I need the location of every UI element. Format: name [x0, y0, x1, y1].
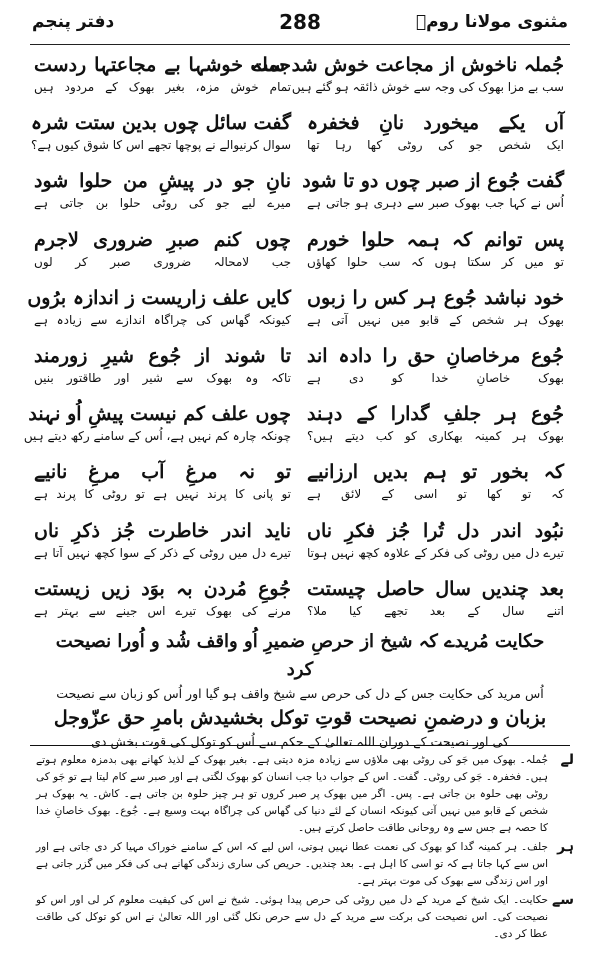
page-number: 288	[279, 10, 321, 34]
verse-cell-right	[299, 401, 572, 459]
verse-row	[26, 459, 572, 517]
verse-cell-right	[299, 285, 572, 343]
verse-text: بعد چندیں سال حاصل چیستت	[307, 577, 564, 600]
verse-translation: بھوک ہر شخص کے قابو میں نہیں آتی ہے	[307, 312, 564, 327]
verse-text: جُوعِ مُردن بہ بوَد زیں زیستت	[34, 577, 291, 600]
verse-text: چوں علف کم نیست پیشِ اُو نہند	[28, 403, 291, 426]
footnote-text: حکایت۔ ایک شیخ کے مرید کے دل میں روٹی کی حرص پیدا ہوئی۔ شیخ نے اس کی کیفیت معلوم کر لی اور اس کو نصیحت کی۔ اس نصیحت کی برکت سے مرید کے دل سے حرص نکل گئی اور اللہ تعالیٰ نے اس کو توکل کی طاقت عطا کر دی۔	[36, 894, 548, 940]
verse-cell-right	[250, 52, 572, 110]
footnote-number: ہر	[557, 839, 574, 855]
verse-cell-left	[26, 285, 299, 343]
verse-translation: بھوک خاصانِ خدا کو دی ہے	[307, 370, 564, 385]
verse-row	[26, 168, 572, 226]
verse-row	[26, 285, 572, 343]
verse-translation: کیونکہ گھاس کی چراگاہ اندازے سے زیادہ ہے	[34, 312, 291, 327]
verse-translation: تو میں کر سکتا ہوں کہ سب حلوا کھاؤں	[307, 254, 564, 269]
footnote-number: سے	[552, 892, 574, 908]
verse-cell-right	[299, 168, 572, 226]
verse-cell-right	[299, 576, 572, 634]
story-heading-translation: اُس مرید کی حکایت جس کے دل کی حرص سے شیخ واقف ہو گیا اور اُس کو زبان سے نصیحت	[56, 686, 544, 701]
verse-cell-left	[26, 518, 299, 576]
verse-translation: بھوک ہر کمینہ بھکاری کو کب دیتے ہیں؟	[307, 429, 564, 444]
verse-translation: تاکہ وہ بھوک سے شیر اور طاقتور بنیں	[34, 370, 291, 385]
verse-text: جُوع ہر جلفِ گدارا کے دہند	[307, 403, 564, 426]
verse-cell-left	[26, 52, 299, 110]
verse-cell-left	[26, 227, 299, 285]
book-title: مثنوی مولانا رومؒ	[415, 12, 568, 32]
footnote-text: جلف۔ ہر کمینہ گدا کو بھوک کی نعمت عطا نہیں ہوتی، اس لیے کہ اس کے سامنے خوراک مہیا کر دی جاتی ہے اور اس سے کہا جاتا ہے کہ تو اسی کا اہل ہے۔ بعد چندیں۔ حریص کی ساری زندگی کھانے ہی کی فکر میں گزر جاتی ہے اور اس زندگی سے بھوک کی موت بہتر ہے۔	[36, 841, 548, 887]
footnote	[36, 752, 576, 837]
verse-row	[26, 343, 572, 401]
verse-text: چوں کنم صبرِ ضروری لاجرم	[34, 228, 291, 251]
verse-text: پس توانم کہ ہمہ حلوا خورم	[307, 228, 564, 251]
footnote-text: جُملہ۔ بھوک میں جَو کی روٹی بھی ملاؤں سے زیادہ مزہ دیتی ہے۔ بغیر بھوک کے لذیذ کھانے بھی بدمزہ معلوم ہوتے ہیں۔ فخفرہ۔ جَو کی روٹی۔ گفت۔ اس کے جواب دیا جب انسان کو بھوک لگتی ہے اور صبر سے کام لیتا ہے تو جَو کی روٹی بھی حلوہ بن جاتی ہے۔ پس۔ اگر میں بھوک پر صبر کروں تو ہر چیز حلوہ بن جاتی ہے۔ کاش۔ یہ بھوک ہر شخص کے قابو میں نہیں آتی کیونکہ انسان کے لئے دنیا کی گھاس کی چراگاہ بہت وسیع ہے۔ جُوع۔ بھوک خاصانِ خدا کا حصہ ہے جس سے وہ روحانی طاقت حاصل کرتے ہیں۔	[36, 754, 548, 834]
verse-row	[26, 110, 572, 168]
verse-translation: اتنے سال کے بعد تجھے کیا ملا؟	[307, 603, 564, 618]
verse-cell-left	[23, 401, 299, 459]
verse-text: گفت جُوع از صبر چوں دو تا شود	[302, 170, 564, 193]
verse-text: کہ بخور تو ہم بدیں ارزانیے	[307, 461, 564, 484]
verse-translation: تو پانی کا پرند نہیں ہے تو روٹی کا پرند ہے	[34, 487, 291, 502]
verse-translation: تیرے دل میں روٹی کے ذکر کے سوا کچھ نہیں آتا ہے	[34, 545, 291, 560]
verse-text: نبُود اندر دل تُرا جُز فکرِ ناں	[307, 519, 564, 542]
verse-translation: سب بے مزا بھوک کی وجہ سے خوش ذائقہ ہو گئے ہیں	[291, 80, 564, 94]
verse-cell-left	[26, 459, 299, 517]
verse-cell-right	[299, 343, 572, 401]
verse-text: کایں علف زاریست ز اندازہ برُوں	[27, 286, 291, 309]
verse-cell-left	[26, 168, 299, 226]
verse-cell-right	[299, 459, 572, 517]
header-rule	[30, 44, 570, 45]
story-heading: حکایت مُریدے کہ شیخ از حرصِ ضمیرِ اُو واقف شُد و اُورا نصیحت کرد	[55, 631, 545, 680]
verse-cell-right	[299, 227, 572, 285]
footnote	[36, 839, 576, 890]
verse-translation: تیرے دل میں روٹی کی فکر کے علاوہ کچھ نہیں ہوتا	[307, 545, 564, 560]
verse-translation: میرے لیے جو کی روٹی حلوا بن جاتی ہے	[34, 196, 291, 211]
section-title: دفتر پنجم	[32, 12, 115, 32]
verse-text: تا شوند از جُوع شیرِ زورمند	[34, 344, 291, 367]
verse-row	[26, 518, 572, 576]
verse-cell-right	[299, 110, 572, 168]
verse-text: جُملہ ناخوش از مجاعت خوش شد ست	[250, 54, 564, 76]
verse-cell-left	[26, 576, 299, 634]
verse-text: تو نہ مرغِ آب مرغِ نانیے	[34, 461, 291, 484]
verse-translation: کہ تو کھا تو اسی کے لائق ہے	[307, 487, 564, 502]
footnote-rule	[30, 745, 570, 746]
verse-text: نانِ جو در پیشِ من حلوا شود	[34, 170, 291, 193]
footnote-number: لے	[560, 752, 574, 768]
verse-translation: مرنے کی بھوک تیرے اس جینے سے بہتر ہے	[34, 603, 291, 618]
verse-row	[26, 52, 572, 110]
verse-row	[23, 401, 572, 459]
story-verse-translation: کی اور نصیحت کے دوران اللہ تعالیٰ کے حکم سے اُس کو توکل کی قوت بخش دی	[91, 734, 509, 749]
verse-cell-right	[299, 518, 572, 576]
verse-translation: ایک شخص جو کی روٹی کھا رہا تھا	[307, 138, 564, 153]
story-section	[40, 628, 560, 752]
verse-cell-left	[26, 343, 299, 401]
footnote	[36, 892, 576, 943]
verse-text: گفت سائل چوں بدین ستت شرہ	[30, 112, 291, 135]
verse-translation: تمام خوش مزہ، بغیر بھوک کے مردود ہیں	[34, 80, 291, 94]
verse-text: خود نباشد جُوع ہر کس را زبوں	[307, 286, 564, 309]
verse-row	[26, 576, 572, 634]
verse-text: ناید اندر خاطرت جُز ذکرِ ناں	[34, 519, 291, 542]
page-header	[32, 10, 568, 42]
story-verse: بزبان و درضمنِ نصیحت قوتِ توکل بخشیدش بامرِ حق عزّوجل	[53, 707, 547, 729]
verse-cell-left	[26, 110, 299, 168]
verse-grid	[23, 52, 572, 634]
verse-translation: چونکہ چارہ کم نہیں ہے، اُس کے سامنے رکھ دیتے ہیں	[23, 429, 291, 444]
verse-translation: جب لامحالہ ضروری صبر کر لوں	[34, 254, 291, 269]
verse-text: آں یکے میخورد نانِ فخفرہ	[307, 112, 564, 135]
verse-row	[26, 227, 572, 285]
verse-translation: سوال کرنیوالے نے پوچھا تجھے اس کا شوق کیوں ہے؟	[30, 138, 291, 153]
verse-text: جُوع مرخاصانِ حق را دادہ اند	[307, 344, 564, 367]
verse-text: جملہ خوشہا بے مجاعتہا ردست	[34, 54, 291, 76]
footnotes	[36, 752, 576, 945]
verse-translation: اُس نے کہا جب بھوک صبر سے دہری ہو جاتی ہے	[307, 196, 564, 211]
